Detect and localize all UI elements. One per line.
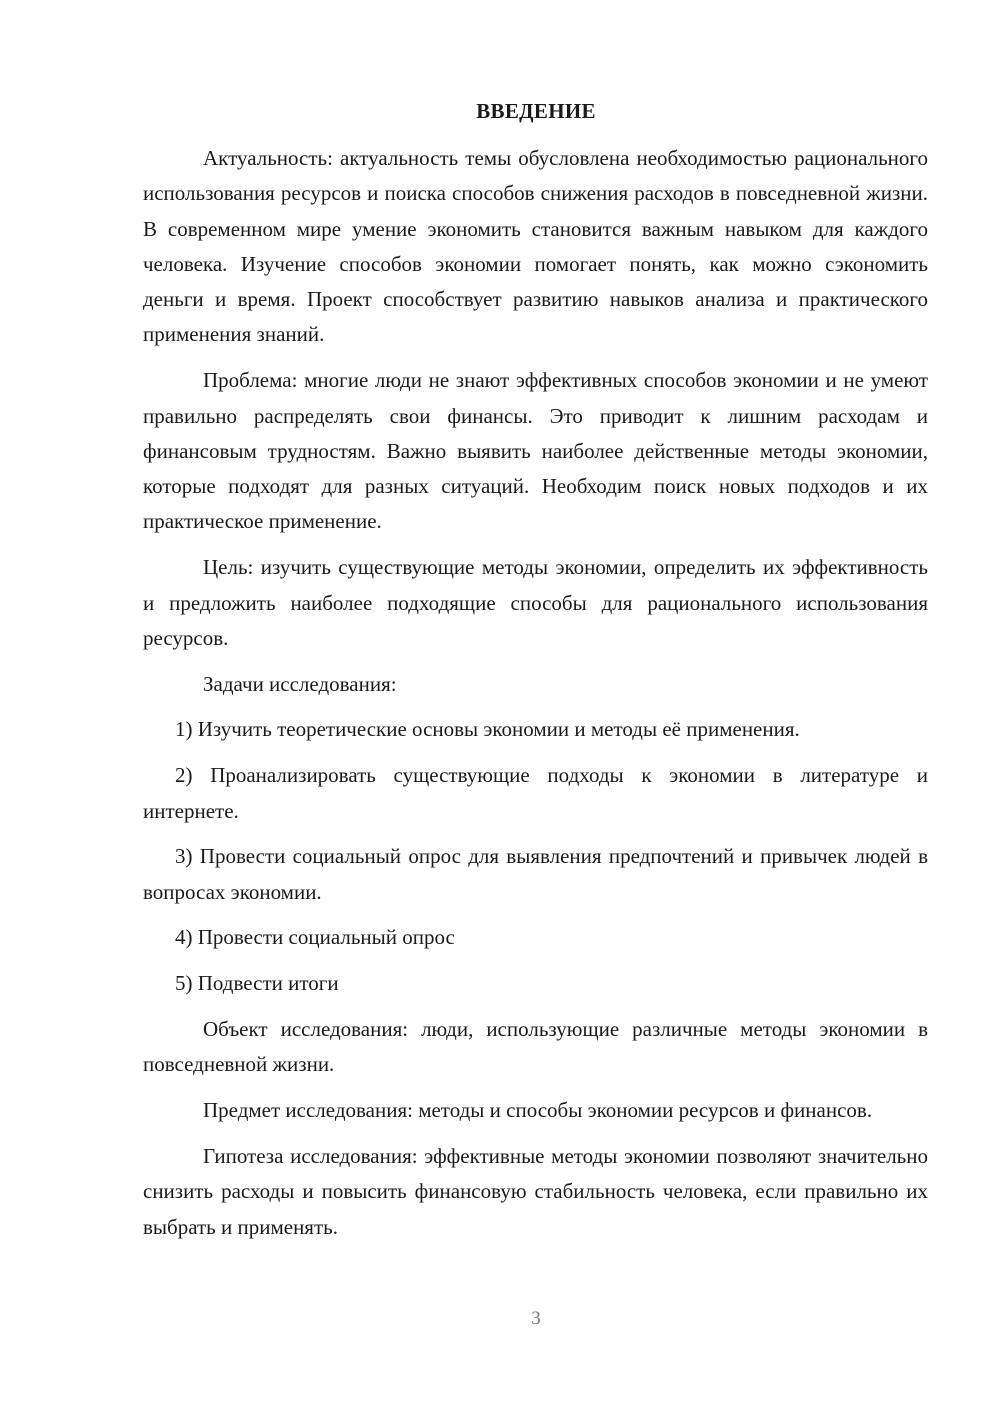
document-body [143, 141, 928, 1255]
task-item-2: 2) Проанализировать существующие подходы к экономии в литературе и интернете. [143, 763, 928, 823]
task-item-4: 4) Провести социальный опрос [175, 925, 455, 950]
paragraph-goal: Цель: изучить существующие методы экономии, определить их эффективность и предложить наиболее подходящие способы для рационального использования ресурсов. [143, 555, 928, 650]
paragraph-subject: Предмет исследования: методы и способы экономии ресурсов и финансов. [203, 1098, 873, 1123]
paragraph-object: Объект исследования: люди, использующие различные методы экономии в повседневной жизни. [143, 1017, 928, 1077]
paragraph-problem: Проблема: многие люди не знают эффективных способов экономии и не умеют правильно распределять свои финансы. Это приводит к лишним расходам и финансовым трудностям. Важно выявить наиболее действенные методы экономии, которые подходят для разных ситуаций. Необходим поиск новых подходов и их практическое применение. [143, 368, 928, 534]
paragraph-hypothesis: Гипотеза исследования: эффективные методы экономии позволяют значительно снизить расходы и повысить финансовую стабильность человека, если правильно их выбрать и применять. [143, 1143, 928, 1239]
paragraph-tasks-heading: Задачи исследования: [203, 671, 397, 696]
section-title: ВВЕДЕНИЕ [476, 99, 596, 123]
task-item-1: 1) Изучить теоретические основы экономии и методы её применения. [175, 717, 800, 742]
task-item-3: 3) Провести социальный опрос для выявления предпочтений и привычек людей в вопросах экономии. [143, 844, 928, 904]
page-number: 3 [531, 1308, 541, 1329]
paragraph-relevance: Актуальность: актуальность темы обусловлена необходимостью рационального использования ресурсов и поиска способов снижения расходов в повседневной жизни. В современном мире умение экономить становится важным навыком для каждого человека. Изучение способов экономии помогает понять, как можно сэкономить деньги и время. Проект способствует развитию навыков анализа и практического применения знаний. [143, 146, 928, 347]
task-item-5: 5) Подвести итоги [175, 971, 339, 996]
